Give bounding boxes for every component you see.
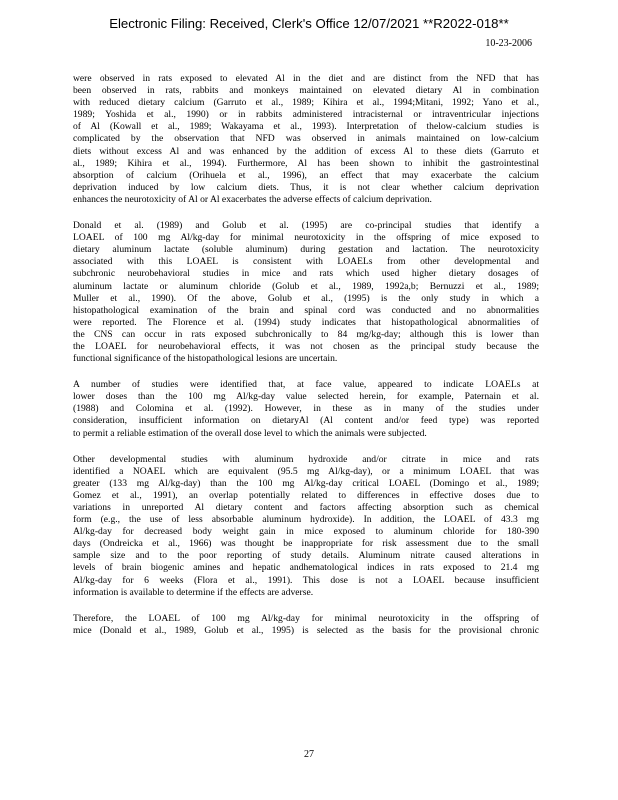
document-date: 10-23-2006 [485,38,532,49]
text-line: mice (Donald et al., 1989, Golub et al., 1995) is selected as the basis for the provisional chronic [73,624,539,636]
text-line: 1989; Yoshida et al., 1990) or in rabbits administered intracisternal or intraventricular injections [73,109,539,121]
text-line: associated with this LOAEL is consistent with LOAELs from other developmental and [73,256,539,268]
text-line: form (e.g., the use of less absorbable aluminum hydroxide). In addition, the LOAEL of 43.3 mg [73,514,539,526]
text-line: sample size and to the poor reporting of study details. Aluminum nitrate caused alterations in [73,550,539,562]
body-text [73,73,539,651]
text-line: Therefore, the LOAEL of 100 mg Al/kg-day for minimal neurotoxicity in the offspring of [73,612,539,624]
text-line: levels of brain biogenic amines and hepatic andhematological indices in rats exposed to 21.4 mg [73,562,539,574]
text-line: were observed in rats exposed to elevated Al in the diet and are distinct from the NFD that has [73,73,539,84]
text-line: to permit a reliable estimation of the overall dose level to which the animals were subjected. [73,427,427,439]
text-line: dietary aluminum lactate (soluble aluminum) during gestation and lactation. The neurotoxicity [73,244,539,256]
text-line: Donald et al. (1989) and Golub et al. (1995) are co-principal studies that identify a [73,220,539,232]
text-line: days (Ondreicka et al., 1966) was thought be inappropriate for risk assessment due to the small [73,538,539,550]
paragraph [73,220,539,365]
text-line: absorption of calcium (Orihuela et al., 1996), an effect that may exacerbate the calcium [73,169,539,181]
text-line: enhances the neurotoxicity of Al or Al exacerbates the adverse effects of calcium deprivation. [73,193,432,205]
text-line: Gomez et al., 1991), an overlap potentially related to differences in effective doses due to [73,489,539,501]
paragraph [73,73,539,206]
text-line: the CNS can occur in rats exposed subchronically to 84 mg/kg-day; although this is lower than [73,328,539,340]
text-line: were reported. The Florence et al. (1994) study indicates that histopathological abnormalities of [73,316,539,328]
paragraph [73,454,539,599]
text-line: deprivation induced by low calcium diets. Thus, it is not clear whether calcium deprivation [73,181,539,193]
text-line: the LOAEL for neurobehavioral effects, it was not chosen as the principal study because the [73,340,539,352]
text-line: variations in unreported Al dietary content and factors affecting absorption such as chemical [73,502,539,513]
text-line: greater (133 mg Al/kg-day) than the 100 mg Al/kg-day critical LOAEL (Domingo et al., 1989; [73,477,539,489]
text-line: diets without excess Al and was enhanced by the addition of excess Al to these diets (Garruto et [73,145,539,157]
text-line: Al/kg-day for decreased body weight gain in mice exposed to aluminum chloride for 180-390 [73,526,539,538]
paragraph [73,379,539,439]
text-line: histopathological examination of the brain and spinal cord was conducted and no abnormalities [73,304,539,316]
text-line: identified a NOAEL which are equivalent (95.5 mg Al/kg-day), or a minimum LOAEL that was [73,465,539,477]
text-line: LOAEL of 100 mg Al/kg-day for minimal neurotoxicity in the offspring of mice exposed to [73,232,539,244]
text-line: with reduced dietary calcium (Garruto et al., 1989; Kihira et al., 1994;Mitani, 1992; Yano et al., [73,97,539,109]
text-line: Other developmental studies with aluminum hydroxide and/or citrate in mice and rats [73,453,539,465]
text-line: aluminum lactate or aluminum chloride (Golub et al., 1989, 1992a,b; Bernuzzi et al., 1989; [73,280,539,292]
text-line: Al/kg-day for 6 weeks (Flora et al., 1991). This dose is not a LOAEL because insufficient [73,574,539,586]
text-line: al., 1989; Kihira et al., 1994). Furthermore, Al has been shown to inhibit the gastrointestinal [73,157,539,169]
text-line: Muller et al., 1990). Of the above, Golub et al., (1995) is the only study in which a [73,292,539,304]
text-line: information is available to determine if the effects are adverse. [73,586,314,598]
text-line: been observed in rats, rabbits and monkeys maintained on elevated dietary Al in combination [73,85,539,97]
text-line: (1988) and Colomina et al. (1992). However, in these as in many of the studies under [73,403,539,415]
text-line: complicated by the observation that NFD was observed in animals maintained on low-calcium [73,133,539,145]
text-line: lower doses than the 100 mg Al/kg-day value selected herein, for example, Paternain et al. [73,391,539,403]
text-line: consideration, insufficient information on dietaryAl (Al content and/or feed type) was reported [73,415,539,427]
text-line: A number of studies were identified that, at face value, appeared to indicate LOAELs at [73,379,539,391]
electronic-filing-header: Electronic Filing: Received, Clerk's Office 12/07/2021 **R2022-018** [109,16,509,31]
page-number: 27 [304,749,314,760]
text-line: of Al (Kowall et al., 1989; Wakayama et al., 1993). Interpretation of thelow-calcium studies is [73,121,539,133]
text-line: functional significance of the histopathological lesions are uncertain. [73,353,338,365]
paragraph [73,613,539,637]
text-line: subchronic neurobehavioral studies in mice and rats which used higher dietary dosages of [73,268,539,280]
